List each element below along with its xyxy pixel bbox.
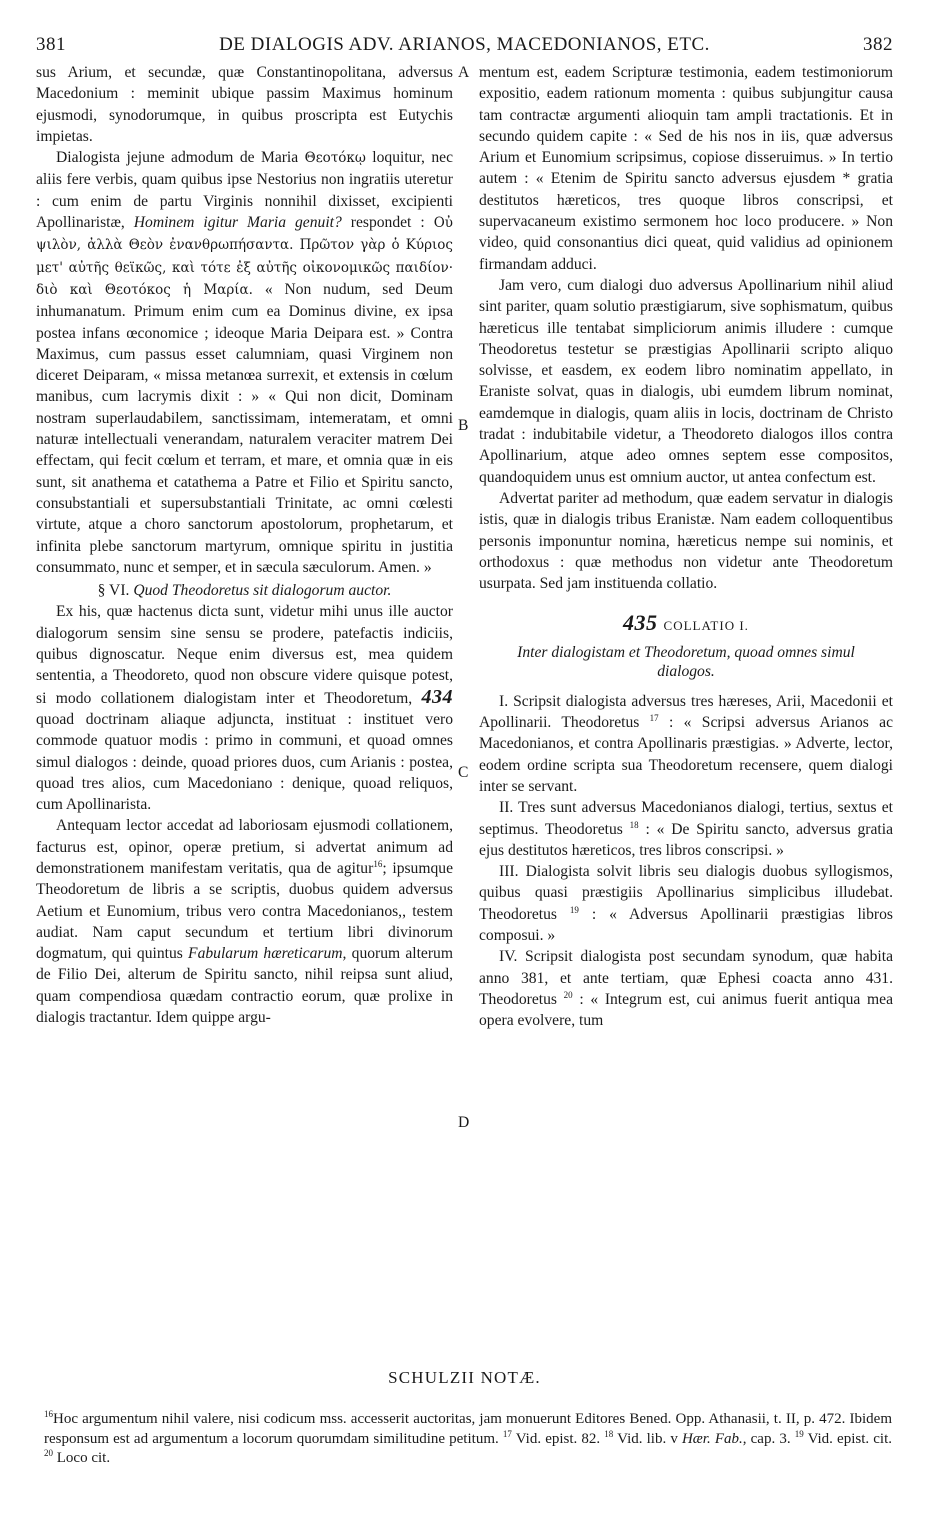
footnote-ref: 20 [563,989,573,1000]
paragraph [479,797,893,861]
footnote-text: Hoc argumentum nihil valere, nisi codicum mss. accesserit auctoritas, jam monuerunt Editores Bened. Opp. Athanasii, t. II, p. 472. Ibidem responsum est ad argumentum a locorum quorumdam similitudine petitum. [44,1411,892,1447]
page-number-right: 382 [863,34,893,55]
footnote-text: Vid. epist. 82. [515,1430,601,1447]
running-header [36,34,893,62]
section-number: § VI. [97,582,130,600]
running-title: DE DIALOGIS ADV. ARIANOS, MACEDONIANOS, ETC. [219,34,710,55]
text-span: : « Adversus Apollinarii præstigias libros composui. » [479,905,893,944]
margin-letter-c: C [458,764,469,781]
notes-title: SCHULZII NOTÆ. [388,1368,541,1387]
page-number-left: 381 [36,34,66,55]
text-span: III. Dialogista solvit libris seu dialogis duobus syllogismos, quibus quasi præstigiis Apollinarius simplicibus illudebat. Theodoretus [479,863,893,923]
text-span: loquitur, nec aliis fere verbis, quam quibus ipse Nestorius non ingratiis uteretur : cum enim de partu Virginis nonnihil dixisset, excipienti Apollinaristæ, [36,149,453,232]
footnote-number: 18 [604,1428,614,1439]
paragraph [479,946,893,1031]
text-span: respondet : [350,214,425,232]
footnote-text: Vid. lib. v [617,1430,678,1447]
paragraph [36,147,453,578]
footnote-ref: 17 [649,712,659,723]
collatio-title: COLLATIO I. [663,618,749,634]
footnote-text: Loco cit. [56,1450,111,1466]
paragraph [36,601,453,815]
text-span: Ex his, quæ hactenus dicta sunt, videtur mihi unus ille auctor dialogorum sensim sine sensu se prodere, patefactis indiciis, quibus dignoscatur. Neque enim diversus est, mea quidem sententia, a Theodoreto, quod non obscure videre quisque potest, si modo collationem dialogistam inter et Theodoretum, [36,603,453,707]
text-span: sus Arium, et secundæ, quæ Constantinopolitana, adversus Macedonium : meminit ubique passim Maximus hominum ejusmodi, synodorumque, in quibus proscripta est Eutychis impietas. [36,64,453,145]
text-span: II. Tres sunt adversus Macedonianos dialogi, tertius, sextus et septimus. Theodoretus [479,799,893,838]
footnote-number: 17 [502,1428,512,1439]
greek-text: Οὐ ψιλὸν, ἀλλὰ Θεὸν ἐνανθρωπήσαντα. Πρῶτον γὰρ ὁ Κύριος μετ' αὐτῆς θεϊκῶς, καὶ τότε ἐξ αὐτῆς οἰκονομικῶς παιδίον· διὸ καὶ Θεοτόκος ἡ Μαρία. [36,215,453,298]
text-span: : « Scripsi adversus Arianos ac Macedonianos, et contra Apollinaris præstigias. » Adverte, lector, eodem ordine scripta sua Theodoretum recensere, quem dialogi inter se servant. [479,714,893,795]
text-span: quorum alterum de Filio Dei, alterum de Spiritu sancto, nihil reipsa sunt aliud, quam compendiosa quædam contractio eorum, quæ prolixe in dialogis tractantur. Idem quippe argu- [36,945,453,1027]
paragraph [479,62,893,275]
text-span: Dialogista jejune admodum de Maria [56,149,299,167]
italic-text: Fabularum hæreticarum, [188,945,347,963]
right-column [479,62,893,1031]
footnote-text: Vid. epist. cit. [807,1430,892,1447]
footnote-number: 16 [44,1409,53,1419]
collatio-heading [479,612,893,636]
footnote-number: 20 [44,1448,53,1458]
collatio-subtitle: Inter dialogistam et Theodoretum, quoad omnes simul dialogos. [517,643,855,680]
text-span: I. Scripsit dialogista adversus tres hæreses, Arii, Macedonii et Apollinarii. Theodoretus [479,692,893,732]
paragraph [479,691,893,797]
footnote-ref: 19 [569,904,579,915]
text-span: Jam vero, cum dialogi duo adversus Apollinarium nihil aliud sint pariter, quam solutio præstigiarum, sive sophismatum, quibus hæreticus ille tentabat simpliciorum animis illudere : cumque Theodoretus testetur se præstigias Apollinarii scripto aliquo solvisse, et easdem, ex eodem libro nominatim appellato, in Eraniste solvat, quas in dialogis, ubi eumdem librum nominat, eamdemque in dialogis, quam aliis in locis, doctrinam de Christo tradat : indubitabile videtur, a Theodoreto dialogos illos contra Apollinarium, atque adeo omnes septem esse compositos, quandoquidem unus est omnium auctor, ut antea confectum est. [479,276,893,486]
marginal-number: 434 [421,685,454,708]
paragraph [479,861,893,946]
paragraph [36,815,453,1028]
text-span: Advertat pariter ad methodum, quæ eadem servatur in dialogis istis, quæ in dialogis tribus Eranistæ. Nam eadem colloquentibus personis imponuntur nomina, hæreticus nempe sui nominis, et orthodoxus : quæ methodus non videtur ante Theodoretum usurpata. Sed jam instituenda collatio. [479,489,893,593]
italic-text: Hær. Fab. [681,1430,743,1447]
footnote-text: , cap. 3. [742,1430,791,1447]
text-span: Antequam lector accedat ad laboriosam ejusmodi collationem, facturus est, opinor, operæ pretium, si advertat animum ad demonstrationem manifestam veritatis, qua de agitur [36,817,453,877]
greek-text: Θεοτόκῳ [304,150,366,167]
section-title: Quod Theodoretus sit dialogorum auctor. [133,582,392,600]
text-span: : « De Spiritu sancto, adversus gratia ejus destitutos hæreticos, tres libros conscripsi. » [479,820,893,859]
text-span: « Non nudum, sed Deum inhumanatum. Primum enim cum ea Dominus divine, ex ipsa postea infans œconomice ; ideoque Maria Deipara est. » Contra Maximus, cum passus esset calumniam, quasi Virginem non diceret Deiparam, « missa metanœa surrexit, et extensis in cœlum manibus, cum lacrymis dixit : » « Qui non dicit, Dominam nostram superlaudabilem, sanctissimam, intemeratam, et omni naturæ intellectuali venerandam, naturalem veraciter matrem Dei effectam, qui fecit cœlum et terram, et mare, et omnia quæ in eis sunt, sit anathema et catathema a Patre et Filio et Spiritu sancto, consubstantiali et supersubstantiali Trinitate, ac omni cœlesti virtute, atque a choro sanctorum apostolorum, prophetarum, et infinita plebe sanctorum martyrum, omnique spiritu in justitia consummato, nunc et semper, et in sæcula sæculorum. Amen. » [36,280,454,576]
paragraph [479,275,893,488]
text-span: mentum est, eadem Scripturæ testimonia, eadem testimoniorum expositio, eadem rationum momenta : quibus subjungitur causa tam contractæ argumenti alioquin tam ampli tractationis. Et in secundo quidem capite : « Sed de his nos in iis, quæ adversus Arium et Eunomium scripsimus, copiose disseruimus. » In tertio autem : « Etenim de Spiritu sancto adversus ejusdem * gratia destitutos hæreticos, tres quoque libros conscripsi, et supervacaneum existimo sermonem hoc loco producere. » Non video, quid consonantius dici queat, quid validius ad opinionem firmandam adduci. [479,64,893,273]
footnotes [44,1410,892,1469]
footnote-number: 19 [794,1428,804,1439]
marginal-number: 435 [623,610,658,636]
margin-letter-d: D [458,1114,470,1131]
text-span: ; ipsumque Theodoretum de libris a se scriptis, duobus quidem adversus Aetium et Eunomium, tribus vero contra Macedonianos,, testem audiat. Nam caput secundum et tertium libri divinorum dogmatum, qui quintus [36,859,453,963]
text-span: quoad doctrinam aliaque adjuncta, instituat : instituet vero commode quatuor modis : primo in communi, et quoad omnes simul dialogos : deinde, quoad priores duos, cum Arianis : postea, quoad tres alios, cum Macedoniano : denique, quoad reliquos, cum Apollinarista. [36,710,453,814]
left-column [36,62,453,1028]
section-heading [36,580,453,601]
footnote-ref: 16 [373,858,383,869]
footnote-ref: 18 [629,819,639,830]
margin-letter-b: B [458,417,469,434]
italic-text: Hominem igitur Maria genuit? [133,214,342,232]
margin-letter-a: A [458,64,470,81]
text-span: IV. Scripsit dialogista post secundam synodum, quæ habita anno 381, et ante tertiam, quæ Ephesi coacta anno 431. Theodoretus [479,948,893,1008]
text-span: : « Integrum est, cui animus fuerit antiqua mea opera evolvere, tum [479,990,893,1030]
paragraph [36,62,453,147]
paragraph [479,488,893,594]
